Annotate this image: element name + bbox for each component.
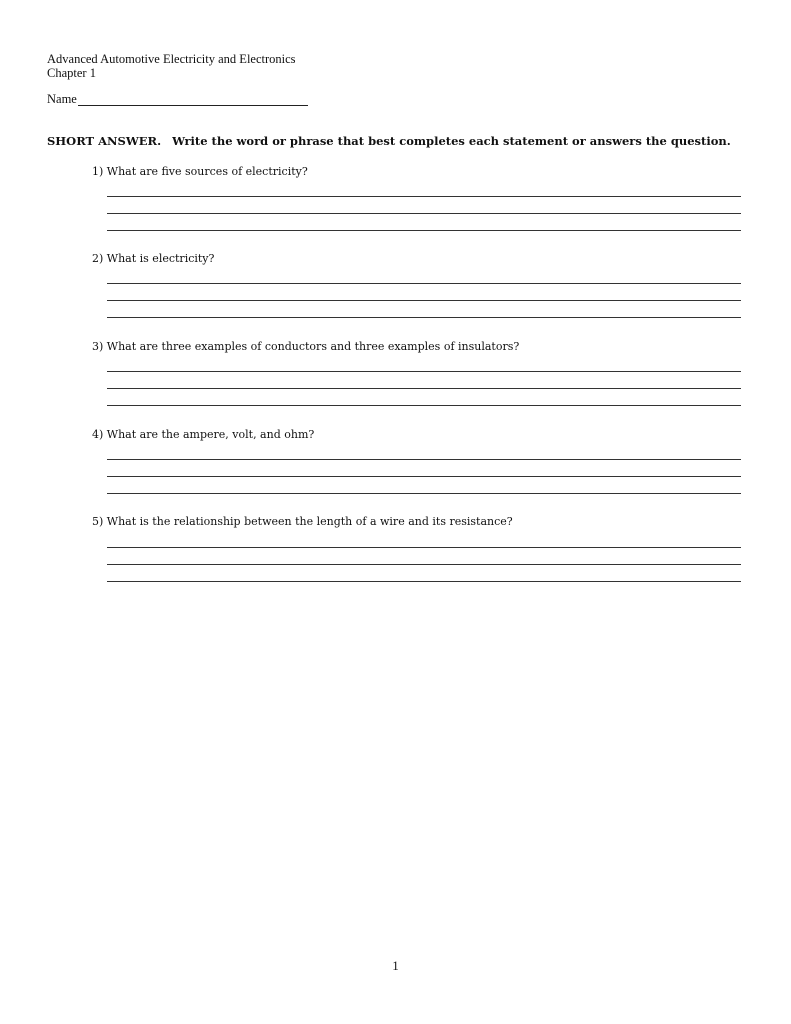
question-text: 5) What is the relationship between the length of a wire and its resistance?	[92, 515, 513, 528]
question-text: 2) What is electricity?	[92, 252, 215, 265]
answer-line[interactable]	[107, 405, 741, 406]
answer-line[interactable]	[107, 317, 741, 318]
answer-line[interactable]	[107, 300, 741, 301]
answer-line[interactable]	[107, 581, 741, 582]
question-2	[92, 252, 742, 266]
answer-line[interactable]	[107, 230, 741, 231]
name-blank-line[interactable]	[78, 93, 308, 106]
answer-line[interactable]	[107, 196, 741, 197]
question-text: 4) What are the ampere, volt, and ohm?	[92, 428, 315, 441]
answer-line[interactable]	[107, 388, 741, 389]
instructions	[47, 134, 731, 148]
answer-line[interactable]	[107, 547, 741, 548]
answer-line[interactable]	[107, 213, 741, 214]
answer-line[interactable]	[107, 283, 741, 284]
answer-line[interactable]	[107, 371, 741, 372]
page-number: 1	[392, 958, 399, 973]
name-label: Name	[47, 92, 77, 106]
question-text: 1) What are five sources of electricity?	[92, 165, 308, 178]
answer-line[interactable]	[107, 493, 741, 494]
answer-line[interactable]	[107, 476, 741, 477]
answer-line[interactable]	[107, 459, 741, 460]
instructions-text: Write the word or phrase that best completes each statement or answers the question.	[172, 134, 731, 148]
question-5	[92, 515, 742, 529]
question-1	[92, 165, 742, 179]
question-3	[92, 340, 742, 354]
answer-line[interactable]	[107, 564, 741, 565]
question-4	[92, 428, 742, 442]
question-text: 3) What are three examples of conductors and three examples of insulators?	[92, 340, 520, 353]
chapter-label: Chapter 1	[47, 66, 96, 80]
course-title: Advanced Automotive Electricity and Electronics	[47, 52, 296, 66]
name-field-row	[47, 92, 308, 106]
section-heading: SHORT ANSWER.	[47, 134, 162, 148]
